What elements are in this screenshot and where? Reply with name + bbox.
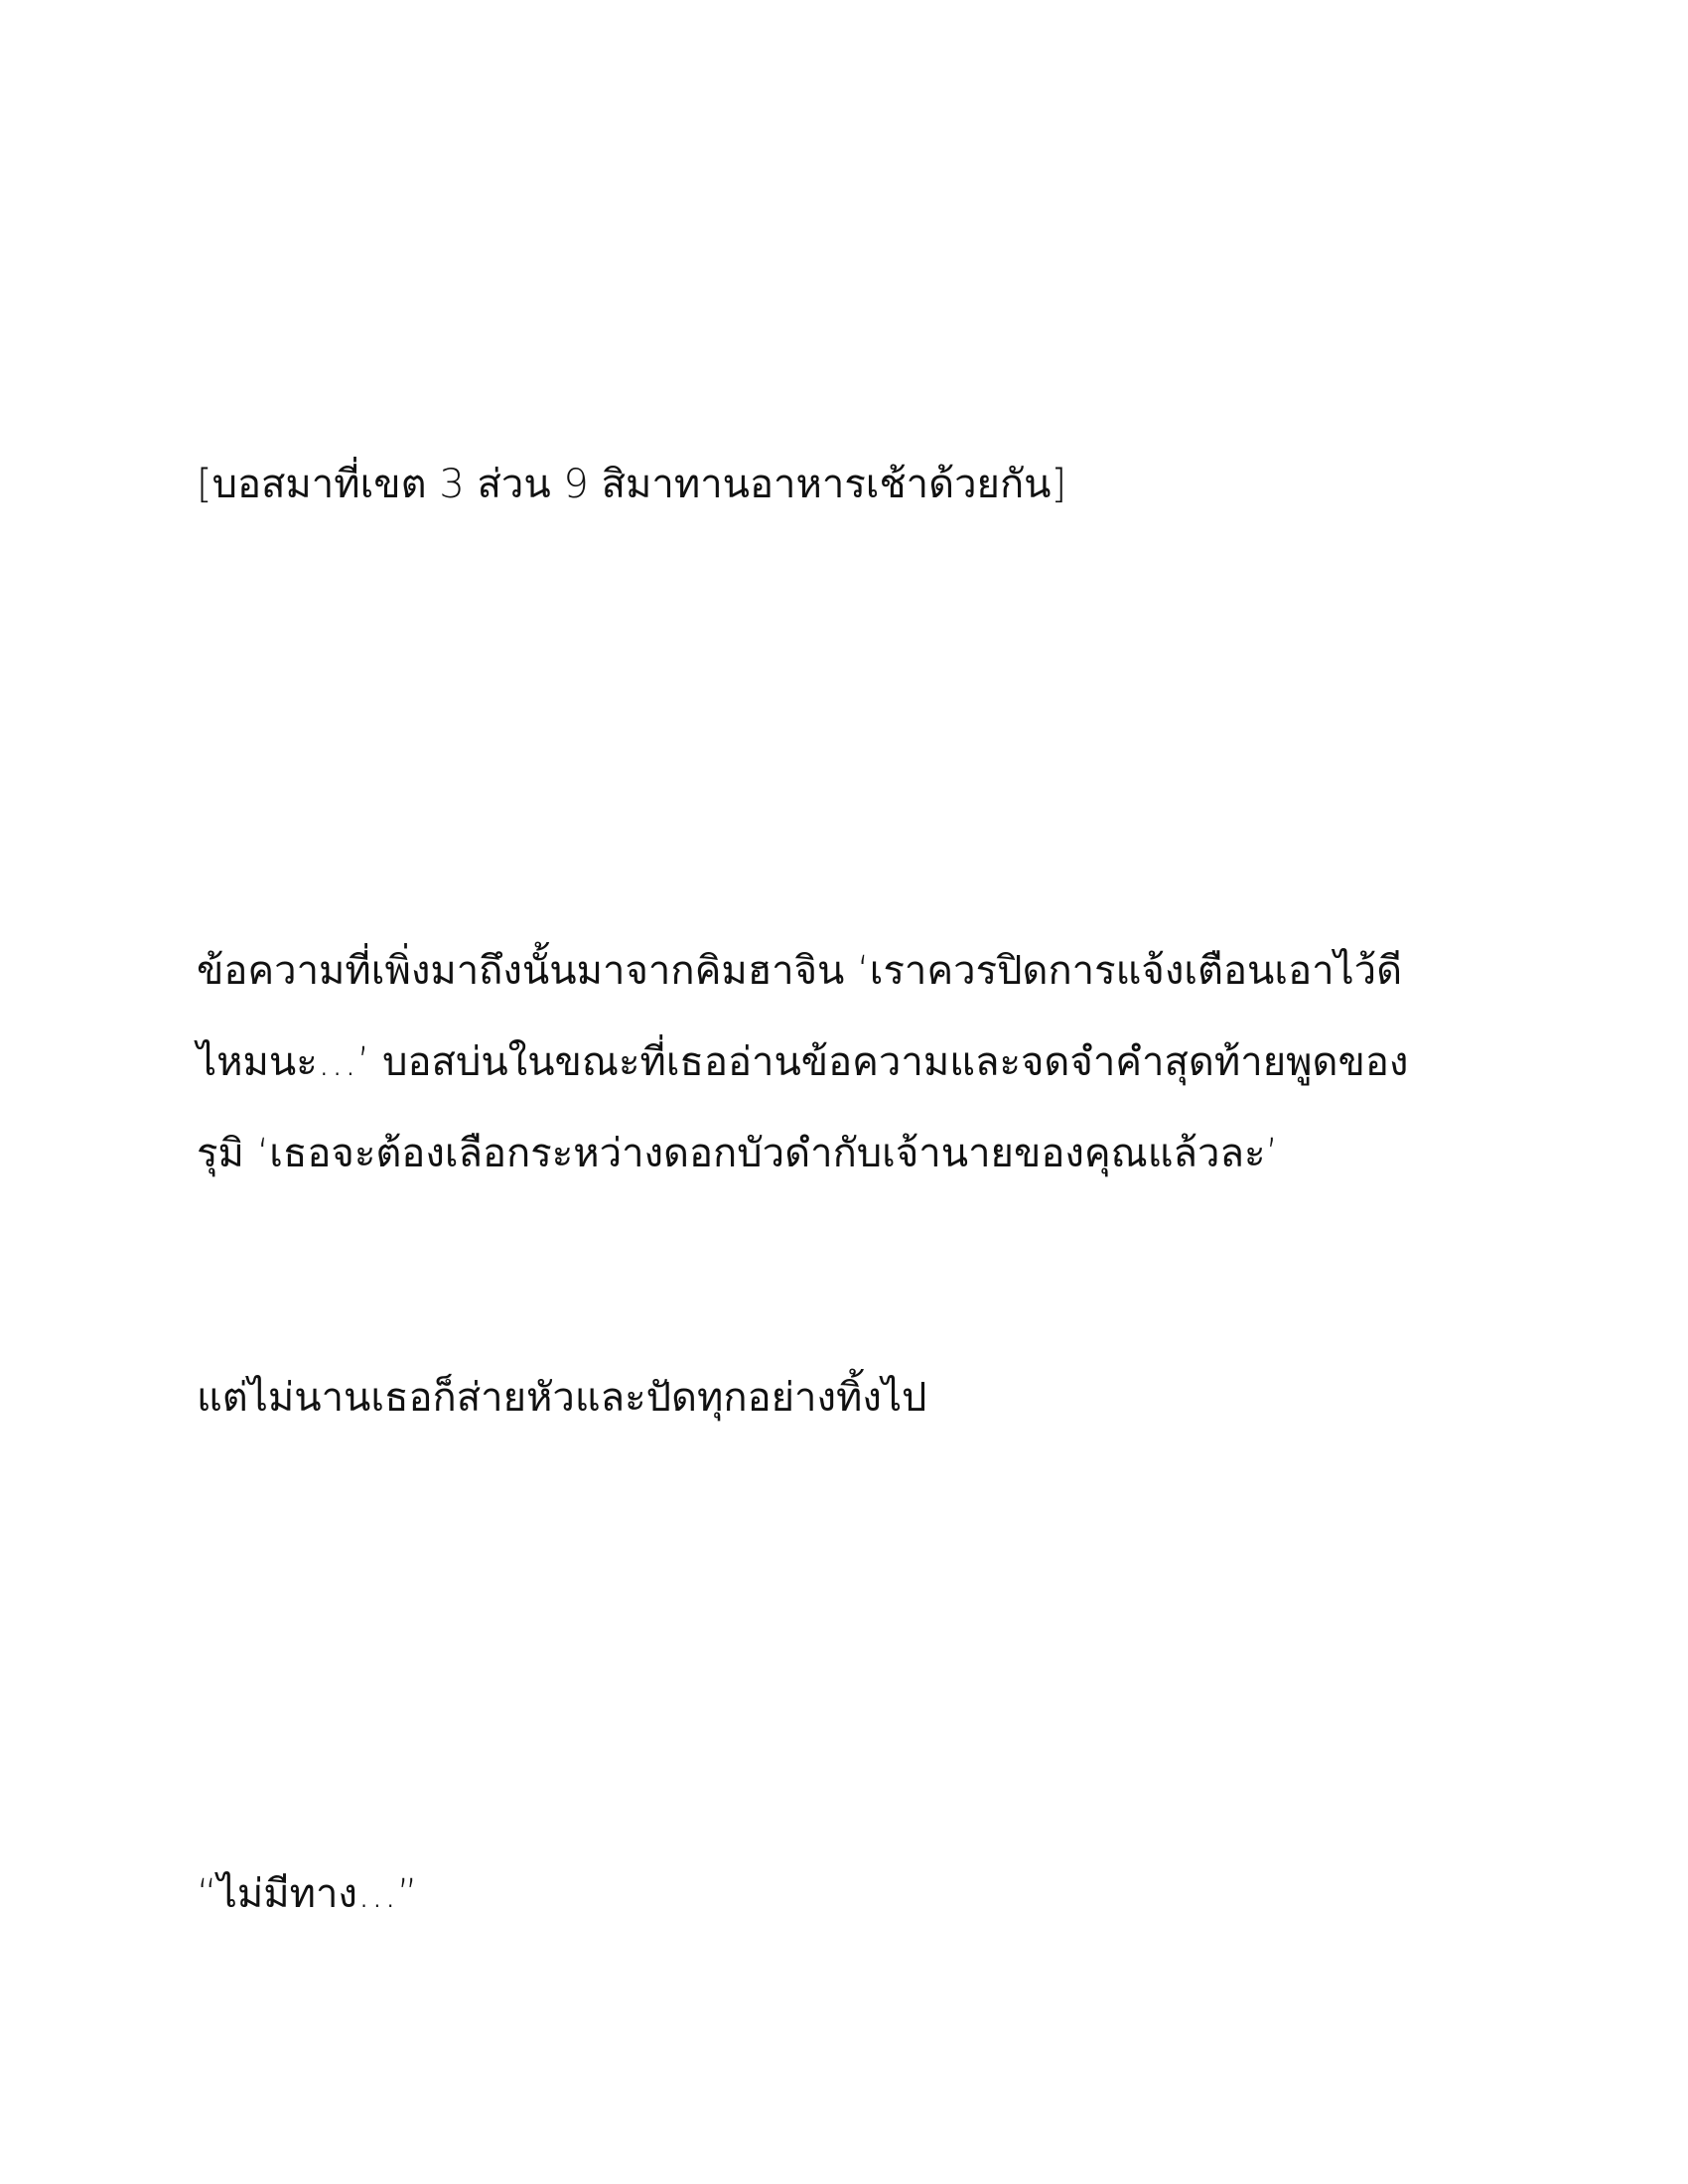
paragraph-line: รุมิ ‘เธอจะต้องเลือกระหว่างดอกบัวดำกับเจ้านายของคุณแล้วละ’: [197, 1131, 1279, 1176]
dialogue-line: “ไม่มีทาง…”: [197, 1871, 418, 1917]
paragraph: แต่ไม่นานเธอก็ส่ายหัวและปัดทุกอย่างทิ้งไป: [197, 1375, 927, 1421]
scene-heading: [บอสมาที่เขต 3 ส่วน 9 สิมาทานอาหารเช้าด้วยกัน]: [197, 462, 1067, 507]
paragraph-line: ข้อความที่เพิ่งมาถึงนั้นมาจากคิมฮาจิน ‘เราควรปิดการแจ้งเตือนเอาไว้ดี: [197, 948, 1403, 994]
paragraph-line: ไหมนะ…’ บอสบ่นในขณะที่เธออ่านข้อความและจดจำคำสุดท้ายพูดของ: [197, 1039, 1409, 1085]
